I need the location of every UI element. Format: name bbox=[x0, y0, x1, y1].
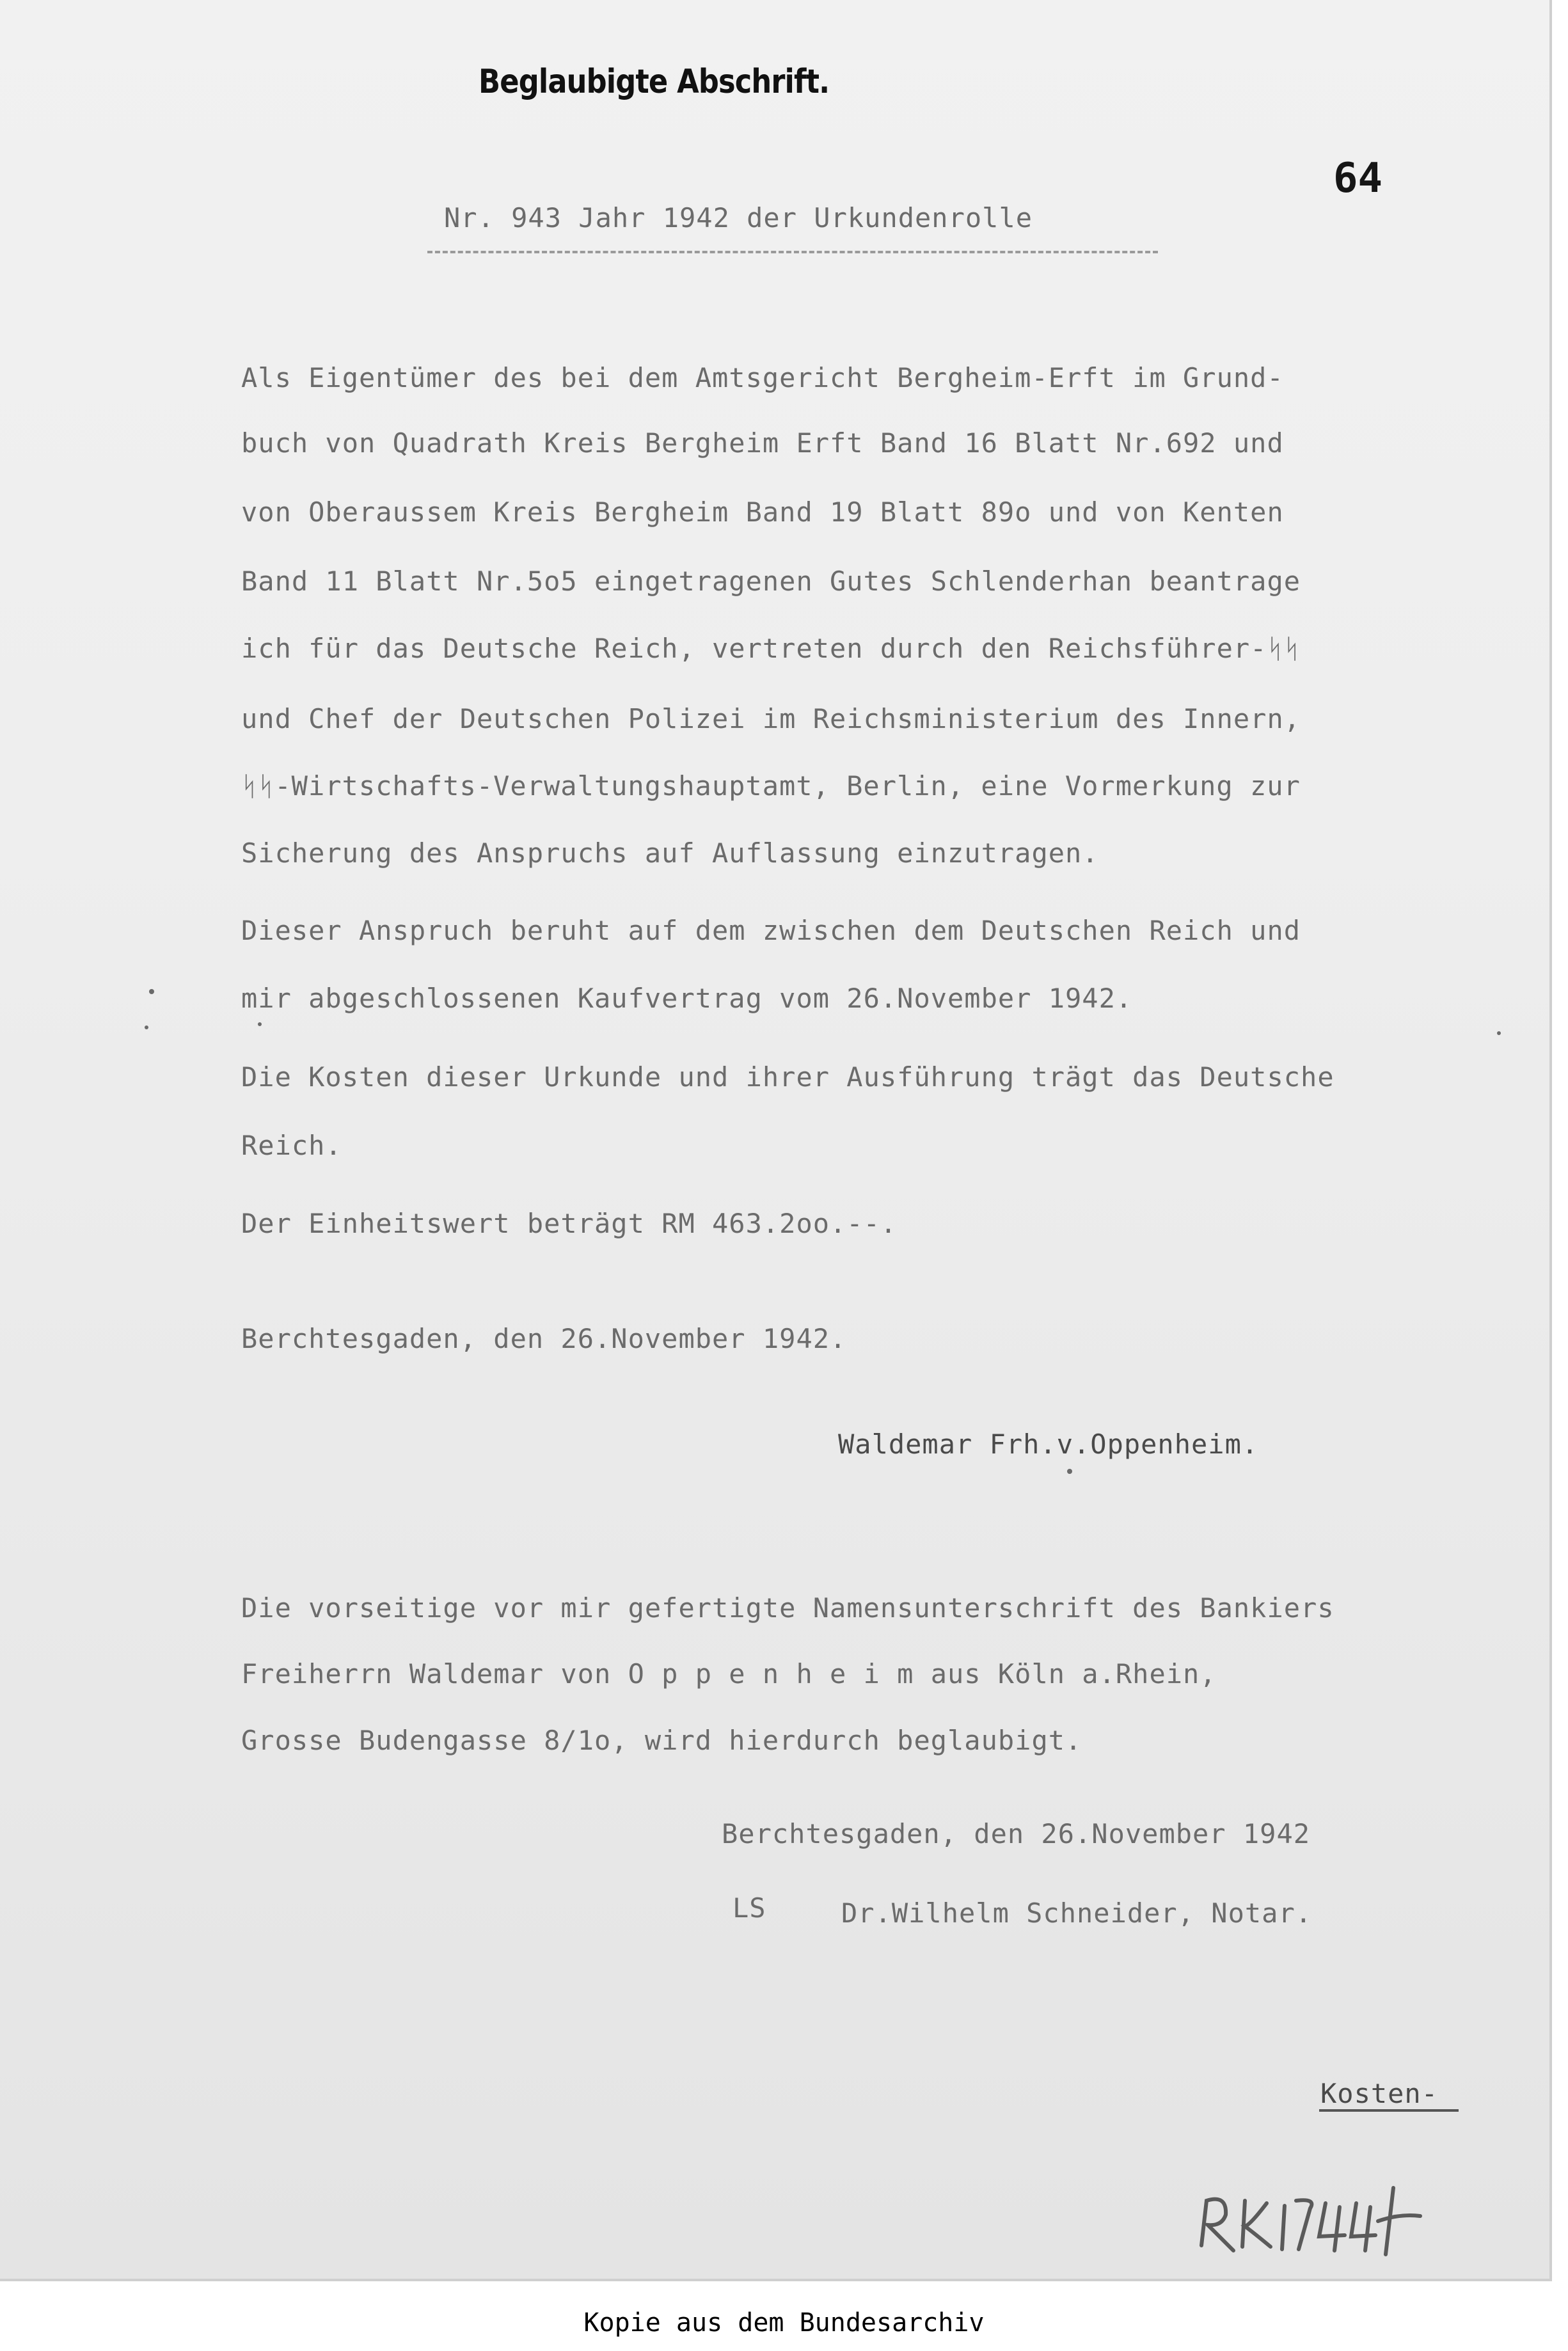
body-line-6: und Chef der Deutschen Polizei im Reichsministerium des Innern, bbox=[241, 703, 1301, 734]
archive-footer: Kopie aus dem Bundesarchiv bbox=[583, 2308, 985, 2338]
standard-value-line: Der Einheitswert beträgt RM 463.2oo.--. bbox=[241, 1208, 898, 1239]
body-line-3: von Oberaussem Kreis Bergheim Band 19 Blatt 89o und von Kenten bbox=[241, 496, 1284, 528]
body-line-1: Als Eigentümer des bei dem Amtsgericht Bergheim-Erft im Grund- bbox=[241, 362, 1284, 393]
body-line-4: Band 11 Blatt Nr.5o5 eingetragenen Gutes Schlenderhan beantrage bbox=[241, 566, 1301, 597]
certification-line-2: Freiherrn Waldemar von O p p e n h e i m aus Köln a.Rhein, bbox=[241, 1658, 1217, 1690]
body-line-8: Sicherung des Anspruchs auf Auflassung einzutragen. bbox=[241, 837, 1099, 869]
body-line-2: buch von Quadrath Kreis Bergheim Erft Band 16 Blatt Nr.692 und bbox=[241, 427, 1284, 459]
body-line-10: mir abgeschlossenen Kaufvertrag vom 26.November 1942. bbox=[241, 983, 1133, 1014]
catchword-underline bbox=[1319, 2109, 1459, 2112]
document-roll-number: Nr. 943 Jahr 1942 der Urkundenrolle bbox=[444, 202, 1033, 234]
body-line-9: Dieser Anspruch beruht auf dem zwischen dem Deutschen Reich und bbox=[241, 915, 1301, 946]
body-line-12: Reich. bbox=[241, 1130, 342, 1161]
notary-name: Dr.Wilhelm Schneider, Notar. bbox=[841, 1897, 1313, 1929]
archive-signature-handwriting bbox=[1189, 2175, 1427, 2265]
continuation-catchword: Kosten- bbox=[1320, 2078, 1439, 2109]
paper-speck bbox=[1497, 1031, 1501, 1035]
seal-mark: LS bbox=[733, 1892, 766, 1924]
place-date-line: Berchtesgaden, den 26.November 1942. bbox=[241, 1323, 847, 1354]
certification-line-1: Die vorseitige vor mir gefertigte Namensunterschrift des Bankiers bbox=[241, 1592, 1334, 1624]
certified-copy-stamp: Beglaubigte Abschrift. bbox=[479, 63, 830, 101]
page-number: 64 bbox=[1333, 155, 1383, 202]
paper-speck bbox=[1067, 1469, 1072, 1474]
roll-number-underline bbox=[427, 251, 1158, 253]
paper-speck bbox=[145, 1025, 148, 1029]
body-line-7: ᛋᛋ-Wirtschafts-Verwaltungshauptamt, Berlin, eine Vormerkung zur bbox=[241, 770, 1301, 802]
body-line-5: ich für das Deutsche Reich, vertreten durch den Reichsführer-ᛋᛋ bbox=[241, 633, 1301, 664]
paper-speck bbox=[149, 989, 154, 994]
body-line-11: Die Kosten dieser Urkunde und ihrer Ausführung trägt das Deutsche bbox=[241, 1061, 1334, 1093]
paper-speck bbox=[258, 1022, 262, 1026]
notary-place-date: Berchtesgaden, den 26.November 1942 bbox=[722, 1818, 1311, 1849]
certification-line-3: Grosse Budengasse 8/1o, wird hierdurch beglaubigt. bbox=[241, 1725, 1082, 1756]
owner-signature-line: Waldemar Frh.v.Oppenheim. bbox=[838, 1429, 1259, 1460]
